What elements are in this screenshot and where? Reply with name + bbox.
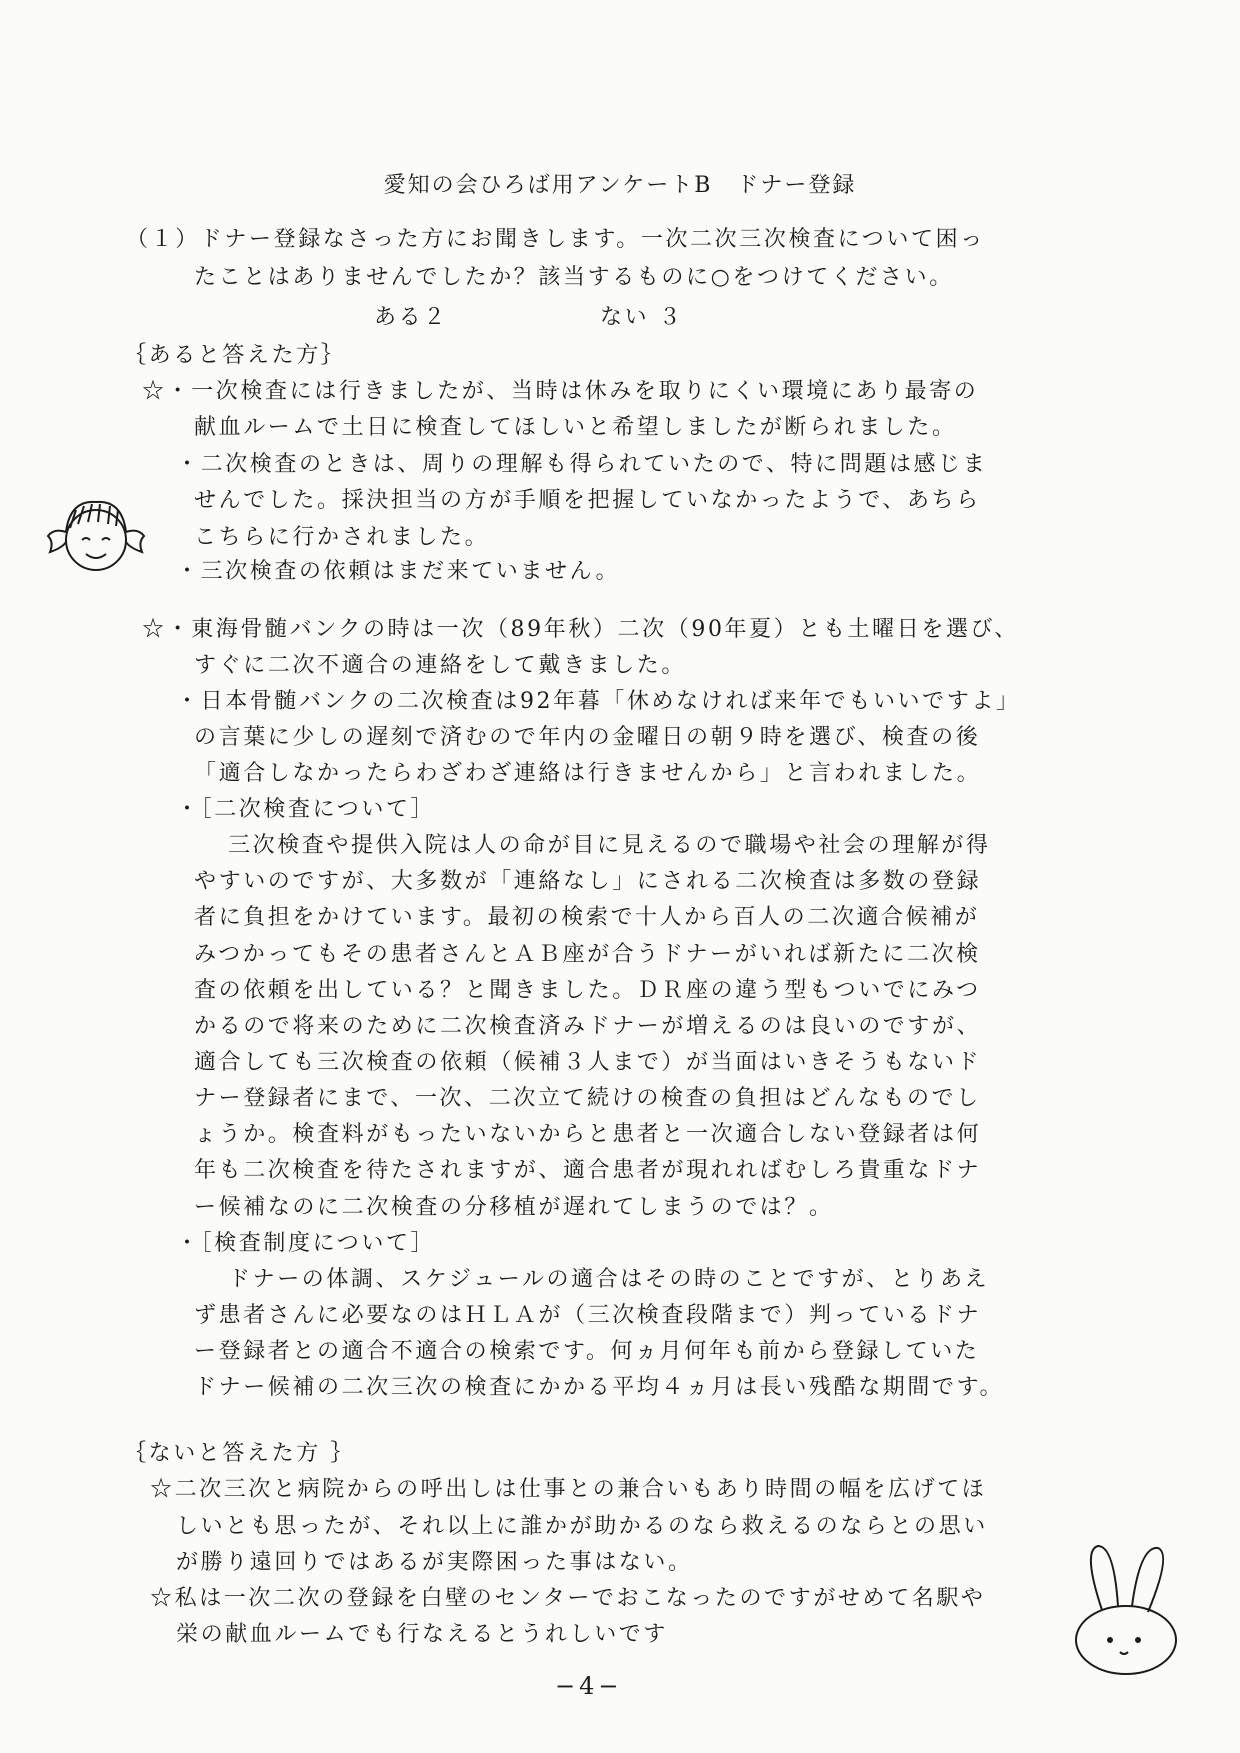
body-line: やすいのですが、大多数が「連絡なし」にされる二次検査は多数の登録 (194, 869, 982, 894)
body-line: みつかってもその患者さんとＡＢ座が合うドナーがいれば新たに二次検 (194, 942, 981, 967)
body-line: ・三次検査の依頼はまだ来ていません。 (176, 559, 621, 584)
body-line: 者に負担をかけています。最初の検索で十人から百人の二次適合候補が (194, 905, 980, 930)
body-line: 栄の献血ルームでも行なえるとうれしいです (176, 1622, 669, 1647)
section-heading-no: ｛ないと答えた方 ｝ (124, 1441, 355, 1466)
body-line: ・［二次検査について］ (176, 797, 436, 822)
question-line: たことはありませんでしたか？該当するものに○をつけてください。 (194, 265, 954, 290)
section-heading-yes: ｛あると答えた方｝ (124, 343, 346, 368)
body-line: せんでした。採決担当の方が手順を把握していなかったようで、あちら (194, 488, 981, 513)
body-line: が勝り遠回りではあるが実際困った事はない。 (176, 1550, 693, 1575)
body-line: 三次検査や提供入院は人の命が目に見えるので職場や社会の理解が得 (228, 833, 991, 858)
girl-face-illustration (40, 480, 152, 580)
body-line: ☆私は一次二次の登録を白壁のセンターでおこなったのですがせめて名駅や (150, 1586, 986, 1611)
body-line: ☆・東海骨髄バンクの時は一次（89年秋）二次（90年夏）とも土曜日を選び、 (142, 617, 1019, 642)
body-line: こちらに行かされました。 (194, 525, 490, 550)
rabbit-illustration (1068, 1540, 1184, 1680)
body-line: ☆・一次検査には行きましたが、当時は休みを取りにくい環境にあり最寄の (142, 379, 979, 404)
page-title: 愛知の会ひろば用アンケートB ドナー登録 (383, 173, 857, 198)
body-line: かるので将来のために二次検査済みドナーが増えるのは良いのですが、 (194, 1014, 982, 1039)
body-line: ・二次検査のときは、周りの理解も得られていたので、特に問題は感じま (176, 452, 988, 477)
body-line: ドナーの体調、スケジュールの適合はその時のことですが、とりあえ (228, 1267, 990, 1292)
answer-no: ない ３ (600, 305, 684, 330)
body-line: 「適合しなかったらわざわざ連絡は行きませんから」と言われました。 (194, 761, 982, 786)
body-line: ょうか。検査料がもったいないからと患者と一次適合しない登録者は何 (194, 1122, 982, 1147)
body-line: ・日本骨髄バンクの二次検査は92年暮「休めなければ来年でもいいですよ」 (176, 689, 1021, 714)
body-line: ☆二次三次と病院からの呼出しは仕事との兼合いもあり時間の幅を広げてほ (150, 1477, 987, 1502)
answer-yes: ある２ (374, 305, 448, 330)
body-line: ー登録者との適合不適合の検索です。何ヵ月何年も前から登録していた (194, 1339, 980, 1364)
body-line: すぐに二次不適合の連絡をして戴きました。 (194, 653, 687, 678)
body-line: ナー登録者にまで、一次、二次立て続けの検査の負担はどんなものでし (194, 1086, 981, 1111)
body-line: ず患者さんに必要なのはＨＬＡが（三次検査段階まで）判っているドナ (194, 1303, 982, 1328)
body-line: ・［検査制度について］ (176, 1231, 436, 1256)
body-line: ー候補なのに二次検査の分移植が遅れてしまうのでは？。 (194, 1195, 834, 1220)
body-line: しいとも思ったが、それ以上に誰かが助かるのなら救えるのならとの思い (176, 1514, 988, 1539)
page-number: −4− (555, 1672, 623, 1700)
body-line: 適合しても三次検査の依頼（候補３人まで）が当面はいきそうもないド (194, 1050, 982, 1075)
body-line: の言葉に少しの遅刻で済むので年内の金曜日の朝９時を選び、検査の後 (194, 725, 981, 750)
body-line: 年も二次検査を待たされますが、適合患者が現れればむしろ貴重なドナ (194, 1158, 982, 1183)
body-line: 献血ルームで土日に検査してほしいと希望しましたが断られました。 (194, 415, 957, 440)
body-line: ドナー候補の二次三次の検査にかかる平均４ヵ月は長い残酷な期間です。 (194, 1375, 1005, 1400)
body-line: 査の依頼を出している？と聞きました。ＤＲ座の違う型もついでにみつ (194, 978, 981, 1003)
question-line: （１）ドナー登録なさった方にお聞きします。一次二次三次検査について困っ (126, 227, 985, 252)
